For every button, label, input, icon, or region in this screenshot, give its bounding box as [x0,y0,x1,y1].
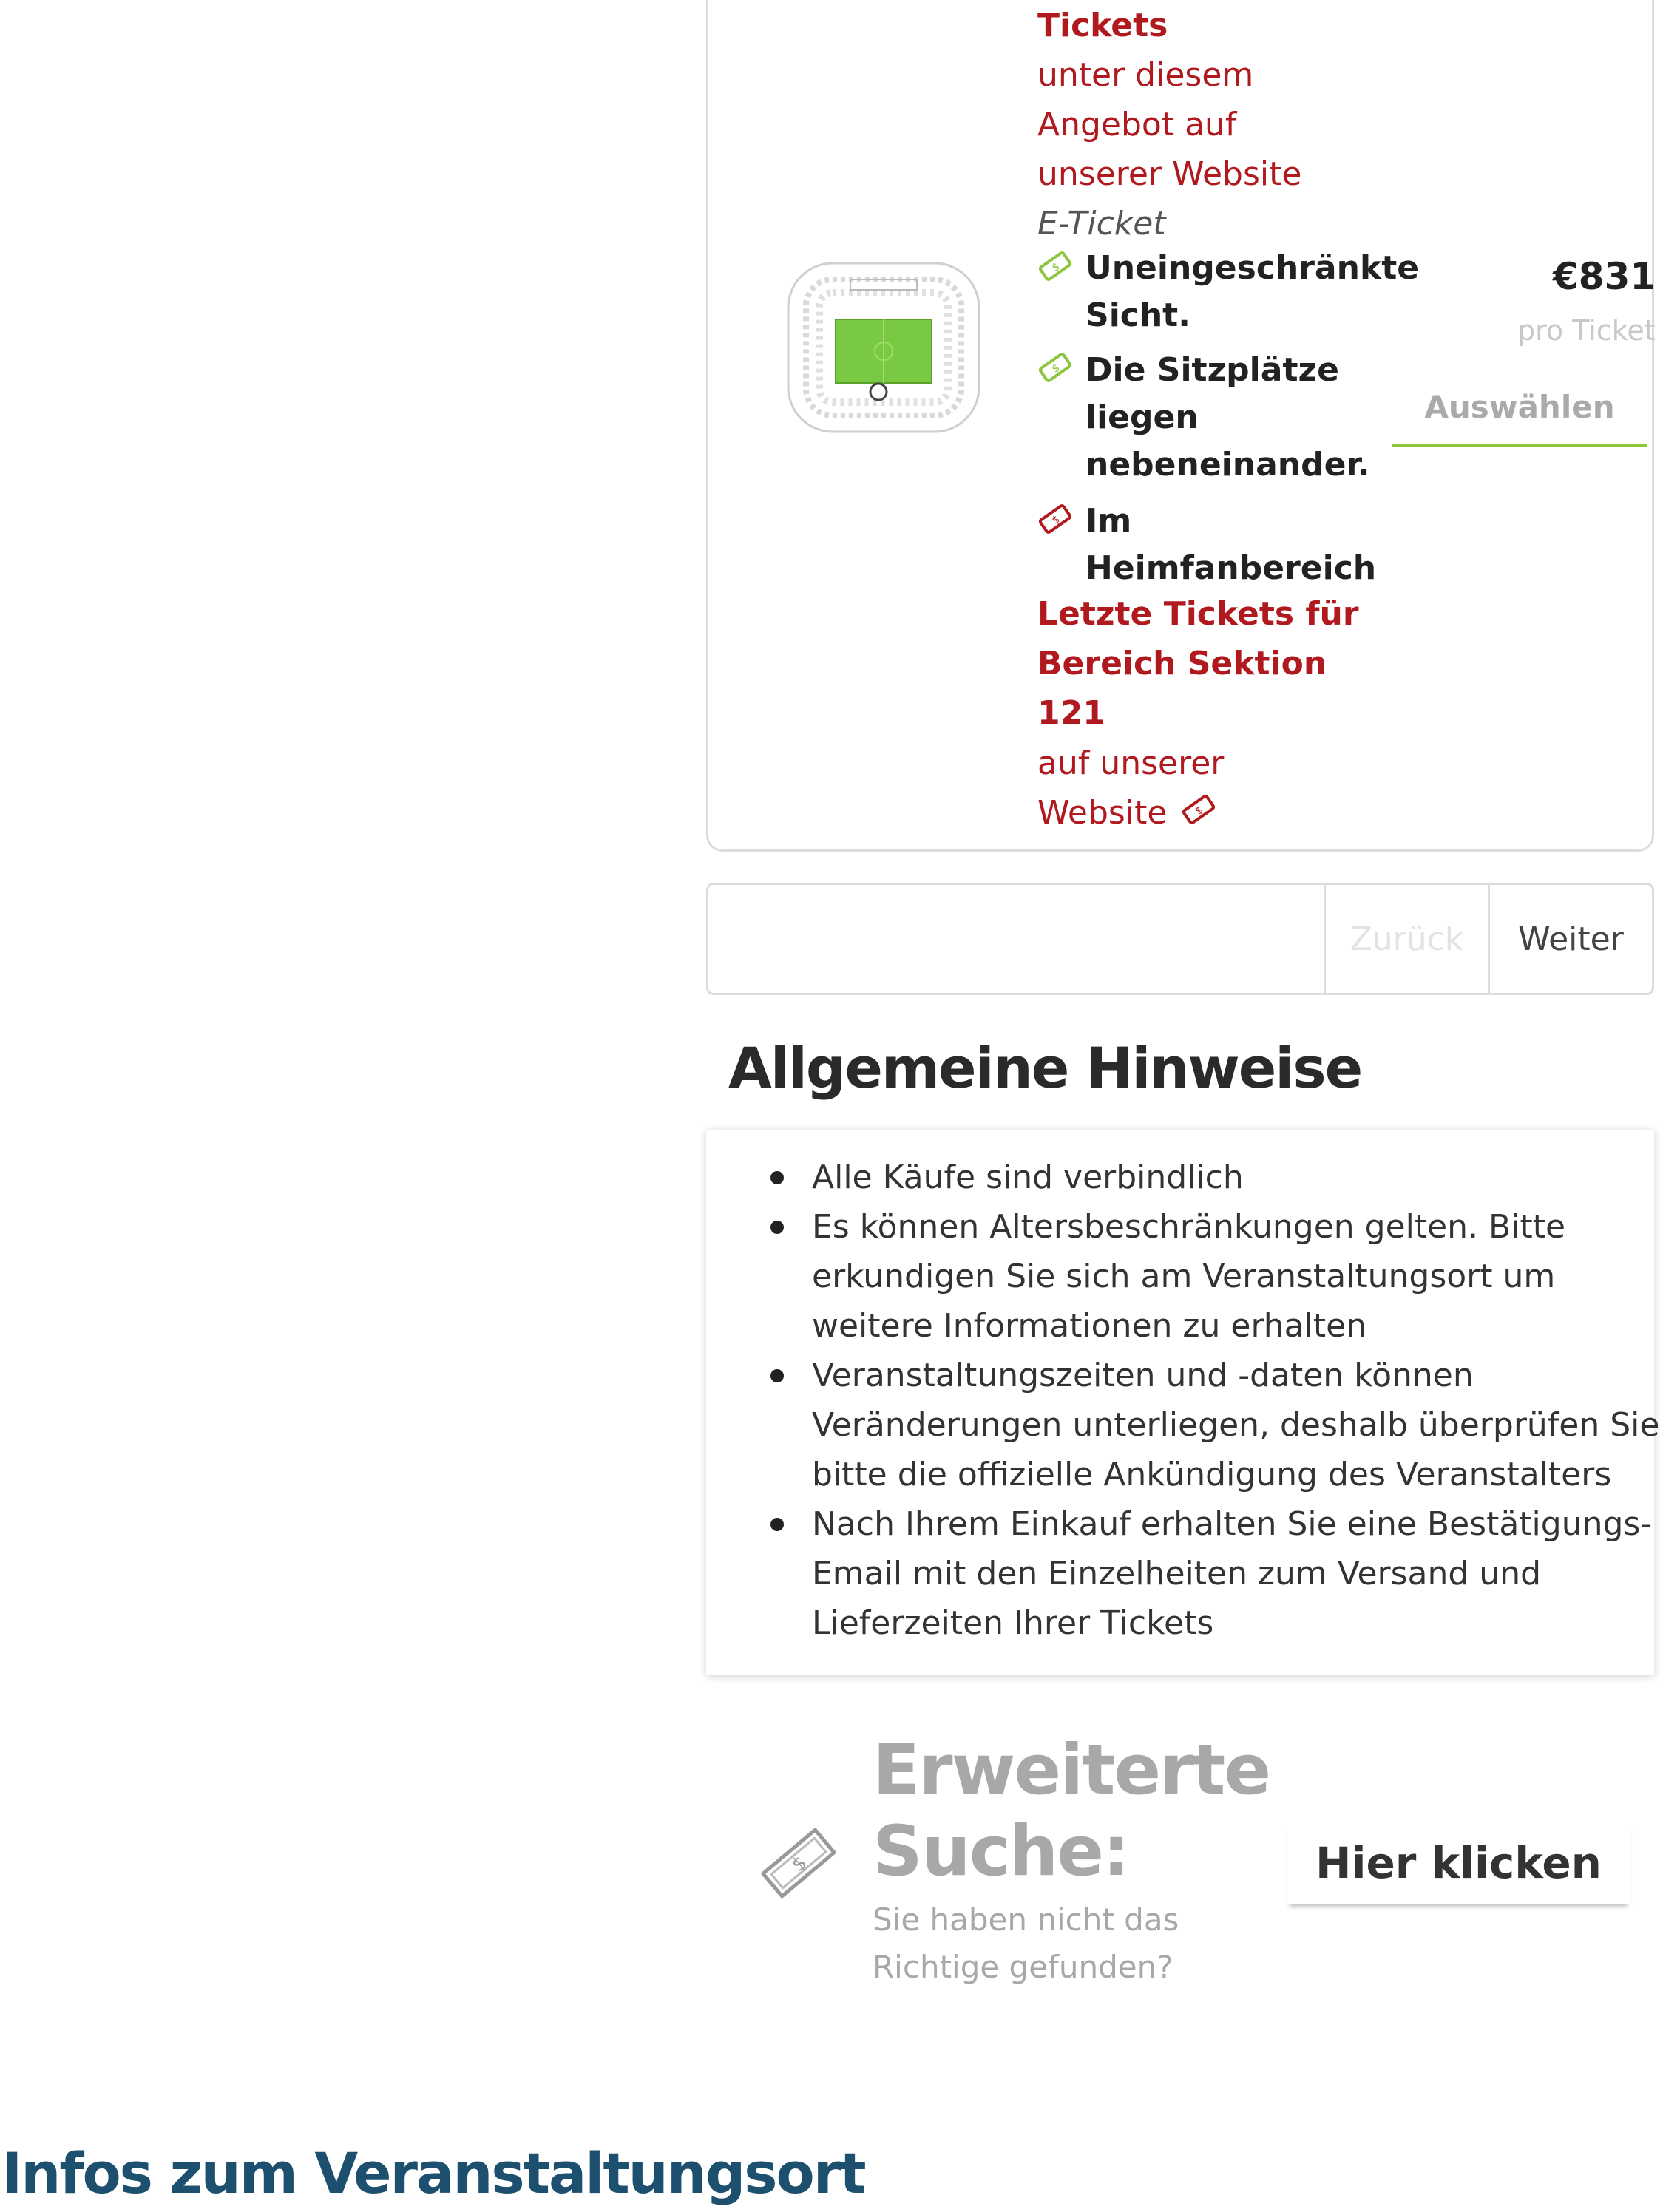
note-line: Es können Altersbeschränkungen gelten. Bitte [812,1208,1566,1246]
note-line: erkundigen Sie sich am Veranstaltungsort um [812,1258,1556,1295]
feature-line: Die Sitzplätze [1085,351,1339,389]
last-tickets-line: Bereich Sektion [1037,645,1327,682]
promo-line: unserer Website [1037,155,1302,193]
svg-text:$: $ [1049,362,1063,376]
ticket-icon-red [1037,501,1074,537]
feature-line: Uneingeschränkte [1085,249,1420,287]
svg-text:$: $ [1193,804,1206,818]
last-tickets-line: 121 [1037,694,1105,732]
notes-box [706,1130,1660,1675]
svg-text:$: $ [1049,260,1063,274]
venue-info-title: Infos zum Veranstaltungsort [1,2140,865,2206]
feature-line: Heimfanbereich [1085,549,1377,587]
note-line: Nach Ihrem Einkauf erhalten Sie eine Bestätigungs- [812,1505,1653,1543]
stadium-map[interactable] [784,259,983,436]
promo-line: Tickets [1037,7,1168,44]
ticket-price: €831 [1553,255,1656,298]
feature-line: Im [1085,502,1132,540]
note-line: Veranstaltungszeiten und -daten können [812,1357,1474,1394]
search-subtitle [873,1896,1179,1991]
feature-line: nebeneinander. [1085,446,1370,484]
note-line: Veränderungen unterliegen, deshalb überprüfen Sie [812,1406,1660,1444]
back-button[interactable]: Zurück [1324,885,1488,993]
svg-text:$: $ [1049,513,1063,527]
search-subtitle-line: Sie haben nicht das [873,1901,1179,1938]
ticket-icon-green [1037,349,1074,386]
note-line: Email mit den Einzelheiten zum Versand und [812,1555,1542,1592]
search-title-line: Suche: [873,1811,1129,1892]
promo-line: unter diesem [1037,56,1254,94]
feature-line: liegen [1085,398,1199,436]
bullet [770,1171,784,1184]
note-line: Alle Käufe sind verbindlich [812,1158,1244,1196]
note-line: weitere Informationen zu erhalten [812,1307,1367,1345]
note-line: Lieferzeiten Ihrer Tickets [812,1604,1214,1642]
ticket-icon-green [1037,248,1074,285]
feature-line: Sicht. [1085,296,1190,334]
select-button[interactable]: Auswählen [1390,370,1649,444]
seat-marker-icon [870,384,887,400]
note-line: bitte die offizielle Ankündigung des Veranstalters [812,1456,1612,1493]
delivery-type: E-Ticket [1037,205,1166,242]
bullet [770,1221,784,1234]
money-ticket-icon [754,1819,843,1907]
search-subtitle-line: Richtige gefunden? [873,1949,1173,1985]
bullet [770,1369,784,1382]
search-title-line: Erweiterte [873,1730,1270,1811]
notes-title: Allgemeine Hinweise [728,1035,1362,1101]
last-tickets-line: Letzte Tickets für [1037,595,1359,633]
pagination [706,883,1654,995]
website-line: auf unserer [1037,744,1225,782]
price-unit: pro Ticket [1517,314,1656,347]
website-line: Website [1037,794,1168,832]
search-title [873,1730,1270,1893]
bullet [770,1518,784,1531]
next-button[interactable]: Weiter [1488,885,1652,993]
ticket-icon-red [1180,791,1217,828]
search-click-button[interactable]: Hier klicken [1287,1822,1630,1904]
promo-line: Angebot auf [1037,106,1237,143]
svg-text:$: $ [788,1851,812,1877]
